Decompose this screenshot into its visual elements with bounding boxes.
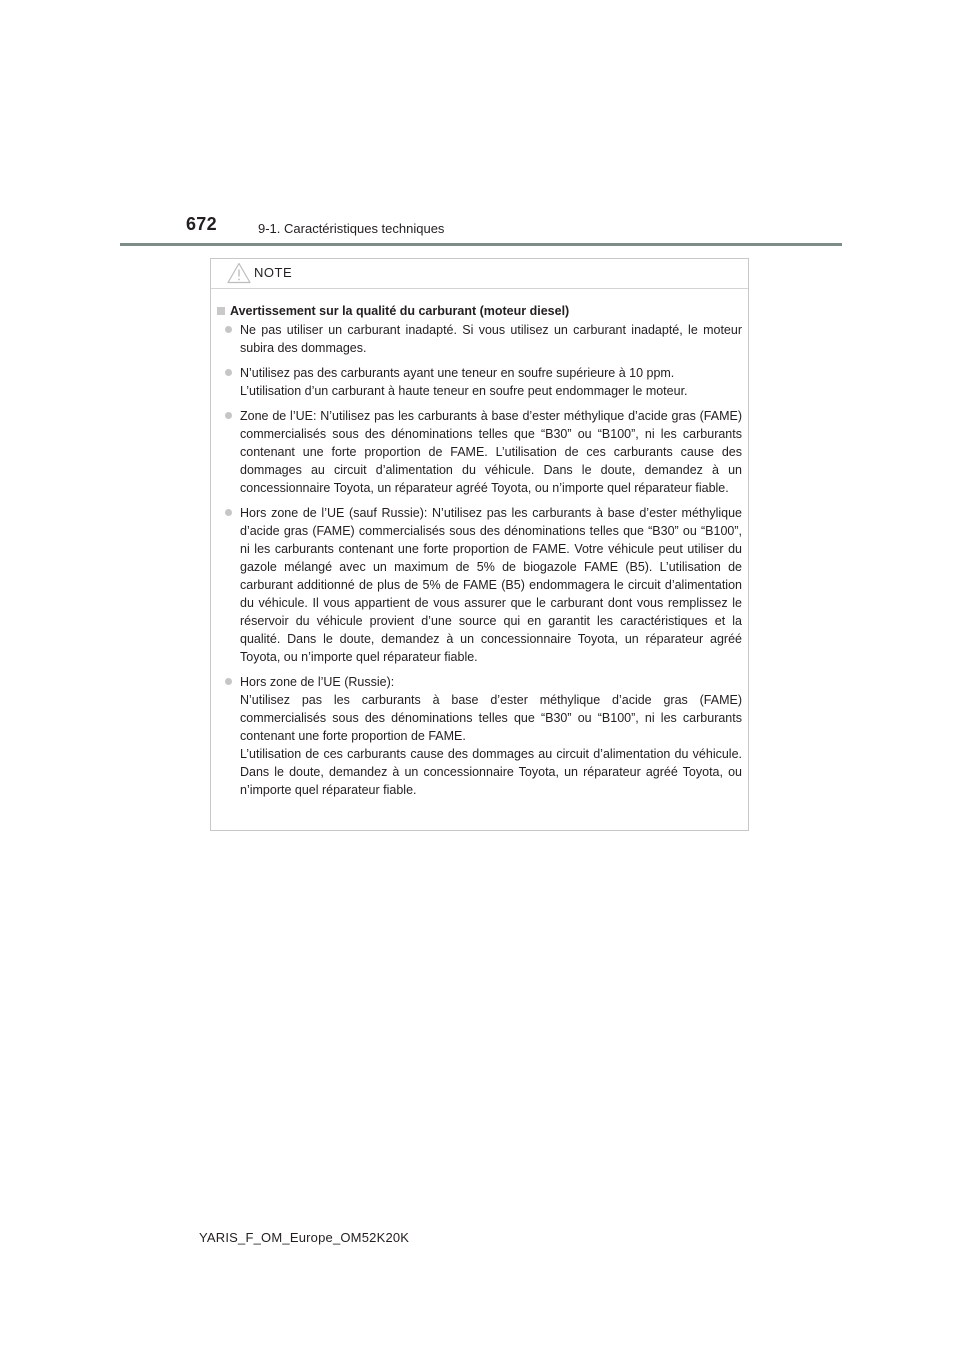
list-item-text [240, 673, 742, 799]
note-heading [217, 302, 742, 320]
list-item-text [240, 364, 742, 400]
paragraph: L’utilisation de ces carburants cause des dommages au circuit d’alimentation du véhicule. Dans le doute, demandez à un concessionnaire Toyota, un réparateur agréé Toyota, ou n’importe quel réparateur fiable. [240, 747, 742, 797]
round-bullet-icon [225, 509, 232, 516]
section-title: 9-1. Caractéristiques techniques [258, 221, 445, 236]
page-number: 672 [186, 214, 217, 234]
list-item-text [240, 407, 742, 497]
paragraph: Hors zone de l’UE (sauf Russie): N’utilisez pas les carburants à base d’ester méthylique d’acide gras (FAME) commercialisés sous des dénominations telles que “B30” ou “B100”, ni les carburants contenant une forte proportion de FAME. Votre véhicule peut utiliser du gazole mélangé avec un maximum de 5% de biogazole FAME (B5). L’utilisation de carburant additionné de plus de 5% de FAME (B5) endommagera le circuit d’alimentation du véhicule. Il vous appartient de vous assurer que le carburant dont vous remplissez le réservoir du véhicule provient d’une source qui en garantit les caractéristiques et la qualité. Dans le doute, demandez à un concessionnaire Toyota, un réparateur agréé Toyota, ou n’importe quel réparateur fiable. [240, 506, 742, 664]
round-bullet-icon [225, 326, 232, 333]
paragraph: Ne pas utiliser un carburant inadapté. Si vous utilisez un carburant inadapté, le moteur subira des dommages. [240, 323, 742, 355]
paragraph: Zone de l’UE: N’utilisez pas les carburants à base d’ester méthylique d’acide gras (FAME) commercialisés sous des dénominations telles que “B30” ou “B100”, ni les carburants contenant une forte proportion de FAME. L’utilisation de ces carburants cause des dommages au circuit d’alimentation du véhicule. Dans le doute, demandez à un concessionnaire Toyota, un réparateur agréé Toyota, ou n’importe quel réparateur fiable. [240, 409, 742, 495]
round-bullet-icon [225, 369, 232, 376]
note-header [211, 259, 748, 289]
paragraph: L’utilisation d’un carburant à haute teneur en soufre peut endommager le moteur. [240, 384, 688, 398]
document-code: YARIS_F_OM_Europe_OM52K20K [199, 1230, 410, 1245]
paragraph: N’utilisez pas des carburants ayant une teneur en soufre supérieure à 10 ppm. [240, 366, 675, 380]
list-item [217, 407, 742, 497]
list-item-text [240, 321, 742, 357]
note-heading-text: Avertissement sur la qualité du carburant (moteur diesel) [230, 304, 570, 318]
square-bullet-icon [217, 307, 225, 315]
header-rule [120, 243, 842, 246]
paragraph: Hors zone de l’UE (Russie): [240, 675, 395, 689]
note-body [211, 289, 748, 799]
note-label: NOTE [254, 265, 293, 280]
paragraph: N’utilisez pas les carburants à base d’ester méthylique d’acide gras (FAME) commercialisés sous des dénominations telles que “B30” ou “B100”, ni les carburants contenant une forte proportion de FAME. [240, 693, 742, 743]
bullet-list [217, 321, 742, 799]
note-box [210, 258, 749, 831]
list-item-text [240, 504, 742, 666]
warning-triangle-icon [227, 262, 251, 284]
list-item [217, 364, 742, 400]
list-item [217, 504, 742, 666]
round-bullet-icon [225, 678, 232, 685]
list-item [217, 673, 742, 799]
list-item [217, 321, 742, 357]
round-bullet-icon [225, 412, 232, 419]
